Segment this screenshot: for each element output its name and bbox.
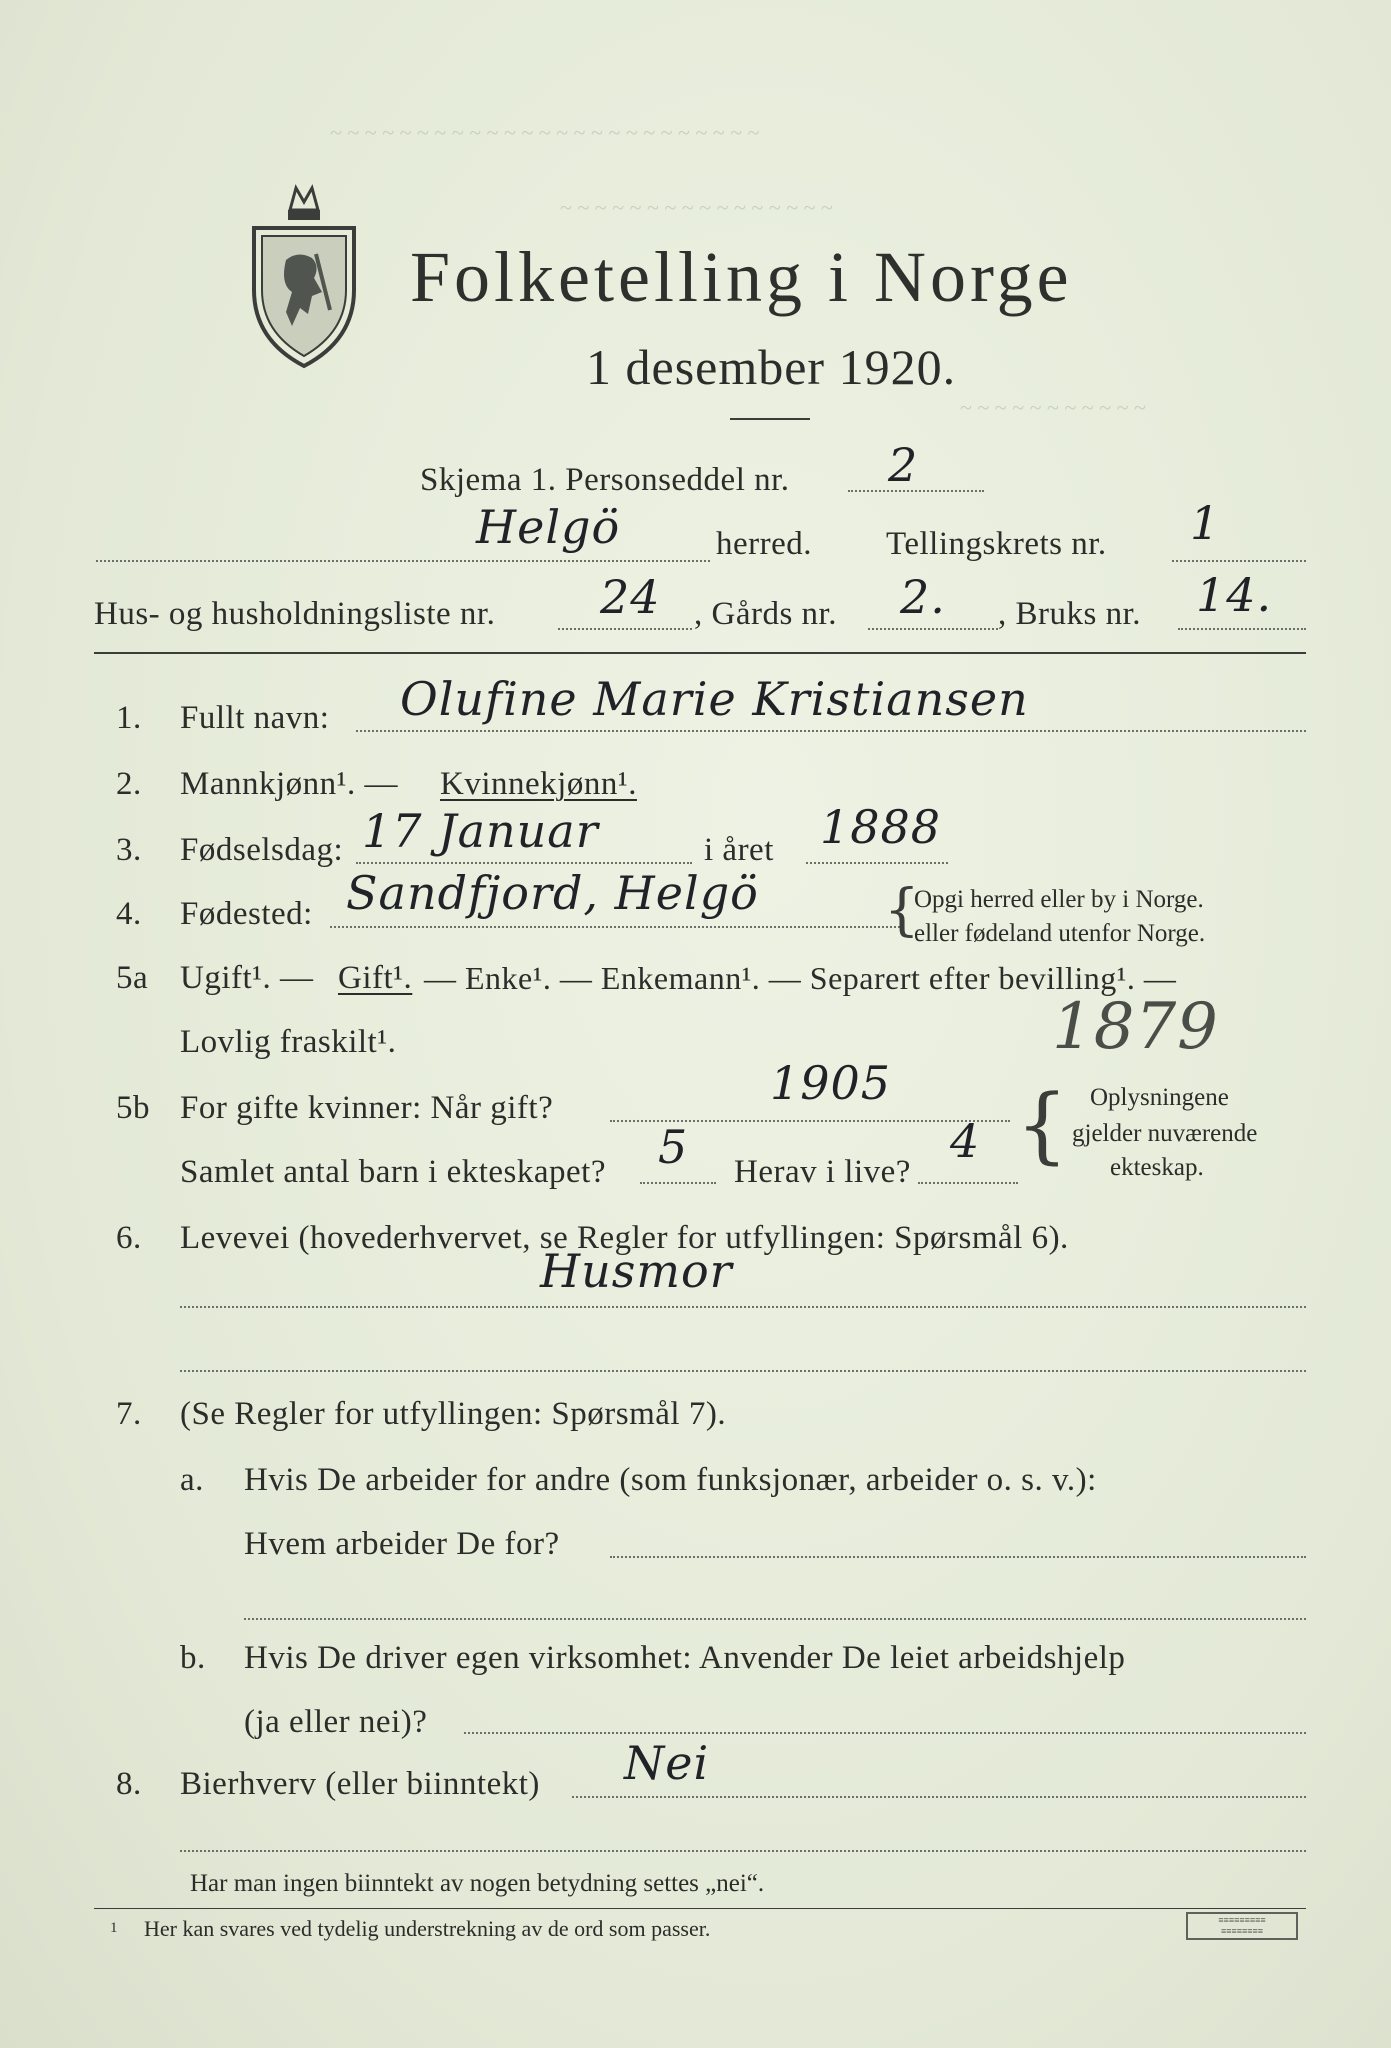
q3-day-line xyxy=(356,862,692,864)
q5a-fraskilt-option[interactable]: Lovlig fraskilt¹. xyxy=(180,1024,397,1060)
q5b-note-line2: gjelder nuværende xyxy=(1072,1120,1258,1147)
q1-line xyxy=(356,730,1306,732)
q5b-alive-line xyxy=(918,1182,1018,1184)
title-divider xyxy=(730,418,810,420)
q8-line2 xyxy=(180,1850,1306,1852)
bleed-through-text: ~ ~ ~ ~ ~ ~ ~ ~ ~ ~ ~ ~ ~ ~ ~ ~ ~ ~ ~ ~ ~ ~ ~ ~ ~ xyxy=(330,120,760,145)
q2-male-option[interactable]: Mannkjønn¹. — xyxy=(180,766,399,802)
q8-line1 xyxy=(572,1796,1306,1798)
q4-line xyxy=(330,926,904,928)
header-divider xyxy=(94,652,1306,654)
q1-label: Fullt navn: xyxy=(180,700,330,736)
q3-year-value[interactable]: 1888 xyxy=(820,800,942,854)
q5b-children-value[interactable]: 5 xyxy=(658,1120,689,1174)
q7a-line2[interactable] xyxy=(244,1618,1306,1620)
schema-label: Skjema 1. Personseddel nr. xyxy=(420,462,790,498)
form-date: 1 desember 1920. xyxy=(586,339,957,395)
q5b-alive-value[interactable]: 4 xyxy=(950,1114,981,1168)
q8-note: Har man ingen biinntekt av nogen betydning settes „nei“. xyxy=(190,1870,765,1897)
q3-label: Fødselsdag: xyxy=(180,832,344,868)
q5a-gift-option[interactable]: Gift¹. xyxy=(338,960,413,996)
q5b-note-line1: Oplysningene xyxy=(1090,1084,1229,1111)
husliste-label: Hus- og husholdningsliste nr. xyxy=(94,596,496,632)
bruks-line xyxy=(1178,628,1306,630)
q7a-line1[interactable] xyxy=(610,1556,1306,1558)
q1-number: 1. xyxy=(116,700,142,736)
herred-line xyxy=(96,560,710,562)
husliste-value[interactable]: 24 xyxy=(600,570,661,624)
q5b-married-value[interactable]: 1905 xyxy=(770,1056,892,1110)
q7b-letter: b. xyxy=(180,1640,206,1676)
coat-of-arms-icon xyxy=(246,180,362,370)
q4-birthplace-value[interactable]: Sandfjord, Helgö xyxy=(346,866,759,920)
printer-stamp-icon: ≡≡≡≡≡≡≡≡≡ ≡≡≡≡≡≡≡≡ xyxy=(1186,1912,1298,1940)
q7a-label: Hvis De arbeider for andre (som funksjonær, arbeider o. s. v.): xyxy=(244,1462,1097,1498)
q6-line2 xyxy=(180,1370,1306,1372)
q5a-other-options[interactable]: — Enke¹. — Enkemann¹. — Separert efter bevilling¹. — xyxy=(424,960,1177,996)
bleed-through-text: ~ ~ ~ ~ ~ ~ ~ ~ ~ ~ ~ xyxy=(960,395,1146,420)
q7-number: 7. xyxy=(116,1396,142,1432)
q3-number: 3. xyxy=(116,832,142,868)
q7b-yes-no-label: (ja eller nei)? xyxy=(244,1704,428,1740)
q6-label: Levevei (hovederhvervet, se Regler for utfyllingen: Spørsmål 6). xyxy=(180,1220,1069,1256)
personseddel-nr-value[interactable]: 2 xyxy=(888,438,919,492)
q4-number: 4. xyxy=(116,896,142,932)
tellingskrets-line xyxy=(1172,560,1306,562)
q5b-number: 5b xyxy=(116,1090,150,1126)
q7a-letter: a. xyxy=(180,1462,204,1498)
q4-note-line1: Opgi herred eller by i Norge. xyxy=(914,886,1204,913)
bleed-through-text: ~ ~ ~ ~ ~ ~ ~ ~ ~ ~ ~ ~ ~ ~ ~ ~ xyxy=(560,195,833,220)
q3-birthday-value[interactable]: 17 Januar xyxy=(362,804,599,858)
q7b-label: Hvis De driver egen virksomhet: Anvender De leiet arbeidshjelp xyxy=(244,1640,1126,1676)
herred-label: herred. xyxy=(716,526,813,562)
q4-brace: { xyxy=(884,878,920,943)
q5b-note-line3: ekteskap. xyxy=(1110,1154,1204,1181)
q5a-ugift-option[interactable]: Ugift¹. — xyxy=(180,960,314,996)
gards-value[interactable]: 2. xyxy=(900,570,946,624)
bruks-value[interactable]: 14. xyxy=(1196,568,1273,622)
q3-year-line xyxy=(806,862,948,864)
q8-number: 8. xyxy=(116,1766,142,1802)
q4-label: Fødested: xyxy=(180,896,313,932)
q7b-line[interactable] xyxy=(464,1732,1306,1734)
q5b-label: For gifte kvinner: Når gift? xyxy=(180,1090,554,1126)
form-title: Folketelling i Norge xyxy=(410,237,1073,317)
gards-line xyxy=(868,628,998,630)
q6-occupation-value[interactable]: Husmor xyxy=(540,1244,733,1298)
q1-name-value[interactable]: Olufine Marie Kristiansen xyxy=(400,672,1029,726)
q5a-number: 5a xyxy=(116,960,149,996)
q6-line1 xyxy=(180,1306,1306,1308)
q5b-children-line xyxy=(640,1182,716,1184)
tellingskrets-value[interactable]: 1 xyxy=(1190,496,1221,550)
herred-value[interactable]: Helgö xyxy=(476,500,621,554)
q6-number: 6. xyxy=(116,1220,142,1256)
q5a-margin-note: 1879 xyxy=(1052,990,1219,1064)
q5b-brace: { xyxy=(1016,1078,1069,1173)
q5b-children-label: Samlet antal barn i ekteskapet? xyxy=(180,1154,607,1190)
q8-label: Bierhverv (eller biinntekt) xyxy=(180,1766,540,1802)
footnote-text: Her kan svares ved tydelig understrekning av de ord som passer. xyxy=(144,1916,711,1941)
bruks-label: , Bruks nr. xyxy=(998,596,1142,632)
q2-female-option[interactable]: Kvinnekjønn¹. xyxy=(440,766,637,802)
gards-label: , Gårds nr. xyxy=(694,596,837,632)
tellingskrets-label: Tellingskrets nr. xyxy=(886,526,1107,562)
q7a-employer-label: Hvem arbeider De for? xyxy=(244,1526,560,1562)
q8-secondary-income-value[interactable]: Nei xyxy=(624,1736,710,1790)
footnote-marker: 1 xyxy=(110,1920,118,1936)
footer-divider xyxy=(94,1908,1306,1909)
q2-number: 2. xyxy=(116,766,142,802)
q4-note-line2: eller fødeland utenfor Norge. xyxy=(914,920,1206,947)
q5b-alive-label: Herav i live? xyxy=(734,1154,911,1190)
q3-year-label: i året xyxy=(704,832,774,868)
q7-label: (Se Regler for utfyllingen: Spørsmål 7). xyxy=(180,1396,727,1432)
husliste-line xyxy=(558,628,692,630)
